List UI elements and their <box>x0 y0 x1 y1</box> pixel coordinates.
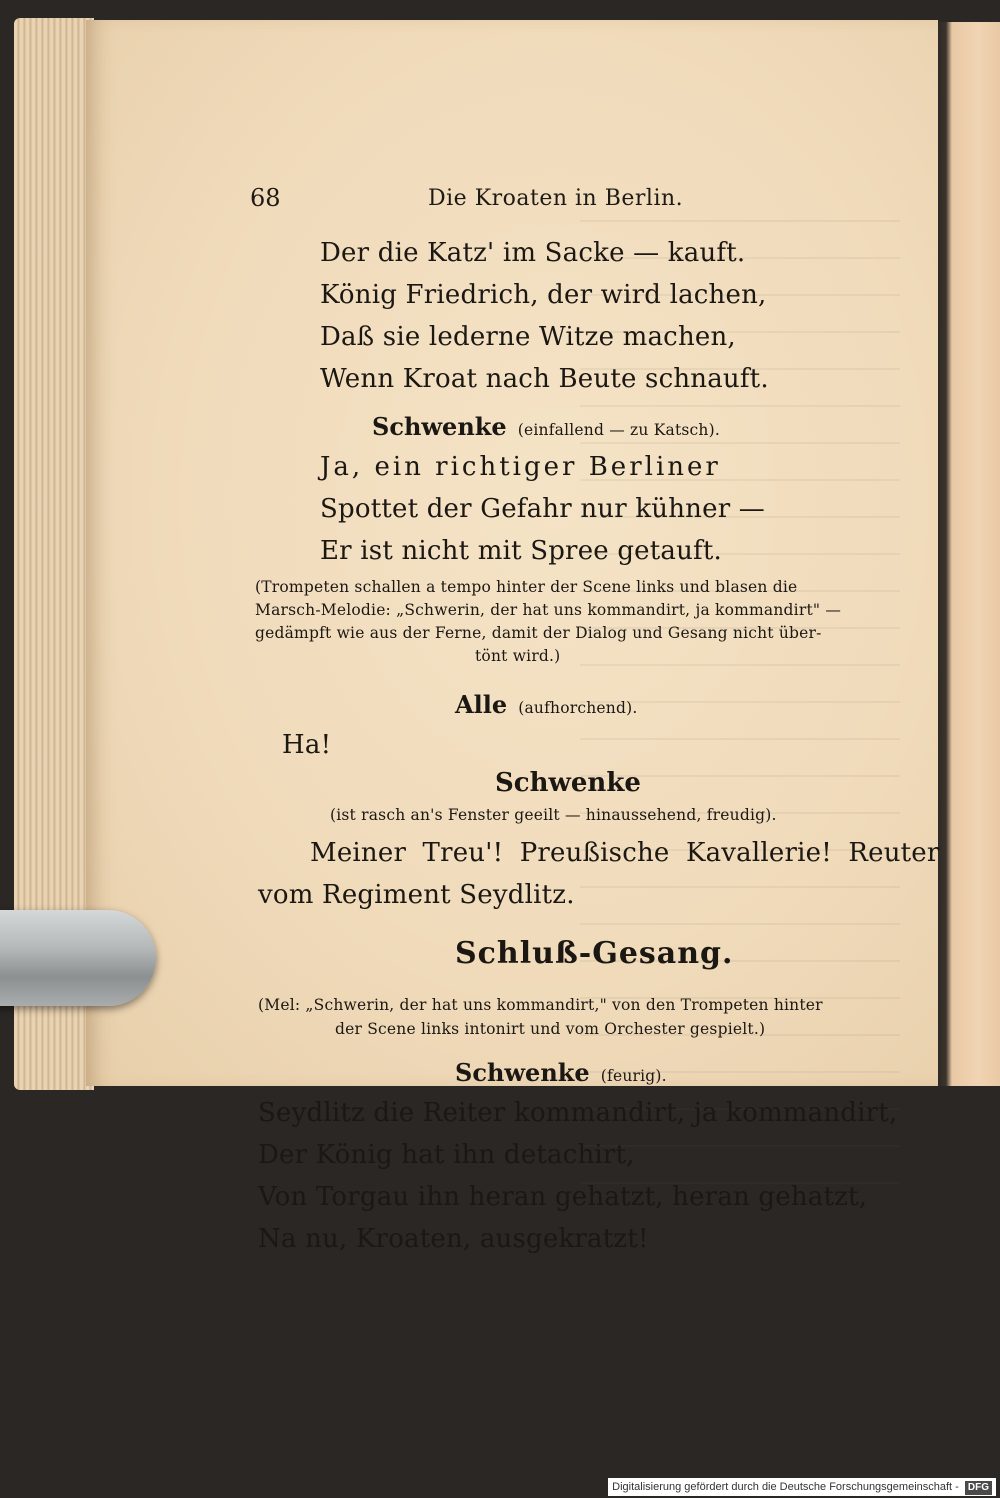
verse-line: Von Torgau ihn heran gehatzt, heran gehatzt, <box>258 1182 868 1212</box>
stage-direction: (aufhorchend). <box>518 699 638 717</box>
stage-direction: (ist rasch an's Fenster geeilt — hinaussehend, freudig). <box>330 806 777 824</box>
verse-line: Na nu, Kroaten, ausgekratzt! <box>258 1224 649 1254</box>
speaker-name: Schwenke <box>372 412 507 441</box>
verse-line: König Friedrich, der wird lachen, <box>320 280 767 310</box>
speaker-cue <box>455 690 637 719</box>
dialogue-line: vom Regiment Seydlitz. <box>258 880 575 910</box>
credit-text: Digitalisierung gefördert durch die Deutsche Forschungsgemeinschaft - <box>612 1481 959 1493</box>
speaker-cue <box>372 412 720 441</box>
dialogue-line: Ha! <box>282 730 332 760</box>
page-header <box>250 184 870 216</box>
stage-direction: (feurig). <box>600 1067 667 1085</box>
page-number: 68 <box>250 184 281 212</box>
stage-direction-line: tönt wird.) <box>475 647 561 665</box>
verse-line: Daß sie lederne Witze machen, <box>320 322 736 352</box>
speaker-name: Alle <box>455 690 508 719</box>
stage-direction-line: Marsch-Melodie: „Schwerin, der hat uns kommandirt, ja kommandirt" — <box>255 601 842 619</box>
stage-direction-line: der Scene links intonirt und vom Orchester gespielt.) <box>335 1020 766 1038</box>
dialogue-line: Meiner Treu'! Preußische Kavallerie! Reuter <box>310 838 940 868</box>
book-gutter <box>938 22 1000 1086</box>
speaker-cue <box>455 1058 667 1087</box>
dfg-logo: DFG <box>965 1481 992 1495</box>
stage-direction-line: (Trompeten schallen a tempo hinter der Scene links und blasen die <box>255 578 798 596</box>
stage-direction: (einfallend — zu Katsch). <box>517 421 720 439</box>
section-heading: Schluß-Gesang. <box>455 936 734 971</box>
page-holder-clip <box>0 910 156 1006</box>
verse-line: Seydlitz die Reiter kommandirt, ja kommandirt, <box>258 1098 898 1128</box>
speaker-name: Schwenke <box>495 768 641 798</box>
verse-line: Der die Katz' im Sacke — kauft. <box>320 238 746 268</box>
stage-direction-line: (Mel: „Schwerin, der hat uns kommandirt," von den Trompeten hinter <box>258 996 823 1014</box>
verse-line: Der König hat ihn detachirt, <box>258 1140 635 1170</box>
stage-direction-line: gedämpft wie aus der Ferne, damit der Dialog und Gesang nicht über- <box>255 624 822 642</box>
verse-line: Ja, ein richtiger Berliner <box>320 452 721 482</box>
verse-line: Wenn Kroat nach Beute schnauft. <box>320 364 769 394</box>
verse-line: Er ist nicht mit Spree getauft. <box>320 536 722 566</box>
digitization-credit <box>608 1478 996 1496</box>
speaker-name: Schwenke <box>455 1058 590 1087</box>
verse-line: Spottet der Gefahr nur kühner — <box>320 494 766 524</box>
running-title: Die Kroaten in Berlin. <box>428 186 684 211</box>
